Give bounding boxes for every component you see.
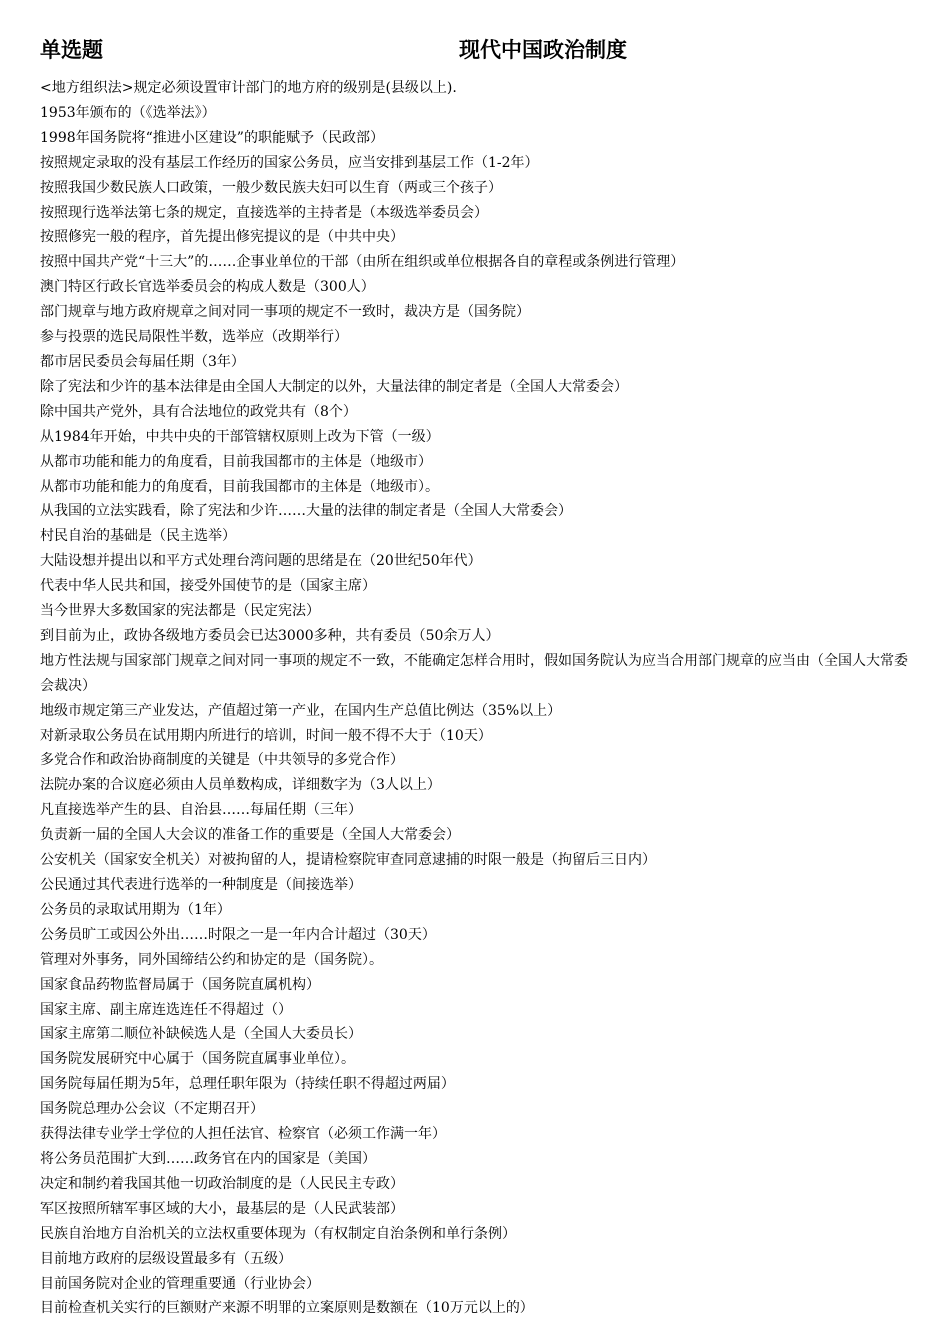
- page-header: [40, 34, 920, 70]
- list-item: 凡直接选举产生的县、自治县……每届任期（三年）: [40, 802, 362, 819]
- list-item: 澳门特区行政长官选举委员会的构成人数是（300人）: [40, 279, 375, 296]
- list-item: 部门规章与地方政府规章之间对同一事项的规定不一致时，裁决方是（国务院）: [40, 304, 530, 321]
- list-item: 按照修宪一般的程序，首先提出修宪提议的是（中共中央）: [40, 229, 404, 246]
- list-item: 将公务员范围扩大到……政务官在内的国家是（美国）: [40, 1150, 376, 1167]
- list-item: 对新录取公务员在试用期内所进行的培训，时间一般不得不大于（10天）: [40, 727, 492, 744]
- list-item: 多党合作和政治协商制度的关键是（中共领导的多党合作）: [40, 752, 404, 769]
- list-item: 公务员旷工或因公外出……时限之一是一年内合计超过（30天）: [40, 926, 436, 943]
- list-item: <地方组织法>规定必须设置审计部门的地方府的级别是(县级以上).: [40, 80, 457, 96]
- list-item: 按照现行选举法第七条的规定，直接选举的主持者是（本级选举委员会）: [40, 204, 488, 221]
- list-item: 国家食品药物监督局属于（国务院直属机构）: [40, 976, 320, 993]
- document-title: 现代中国政治制度: [459, 38, 627, 62]
- list-item: 按照中国共产党“十三大”的……企事业单位的干部（由所在组织或单位根据各自的章程或条例进行管理）: [40, 254, 685, 271]
- list-item: 从都市功能和能力的角度看，目前我国都市的主体是（地级市）: [40, 453, 432, 470]
- list-item: 国务院发展研究中心属于（国务院直属事业单位）。: [40, 1051, 355, 1068]
- list-item: 目前地方政府的层级设置最多有（五级）: [40, 1250, 292, 1267]
- list-item: 公安机关（国家安全机关）对被拘留的人，提请检察院审查同意逮捕的时限一般是（拘留后三日内）: [40, 852, 656, 869]
- list-item: 国家主席第二顺位补缺候选人是（全国人大委员长）: [40, 1026, 362, 1043]
- list-item: 除了宪法和少许的基本法律是由全国人大制定的以外，大量法律的制定者是（全国人大常委会）: [40, 378, 628, 395]
- list-item: 目前国务院对企业的管理重要通（行业协会）: [40, 1275, 320, 1292]
- list-item: 1953年颁布的（《选举法》）: [40, 104, 216, 121]
- list-item: 地方性法规与国家部门规章之间对同一事项的规定不一致，不能确定怎样合用时，假如国务院认为应当合用部门规章的应当由（全国人大常委会裁决）: [40, 652, 908, 694]
- list-item: 管理对外事务，同外国缔结公约和协定的是（国务院）。: [40, 951, 383, 968]
- list-item: 民族自治地方自治机关的立法权重要体现为（有权制定自治条例和单行条例）: [40, 1225, 516, 1242]
- question-list: [40, 76, 912, 1321]
- list-item: 获得法律专业学士学位的人担任法官、检察官（必须工作满一年）: [40, 1126, 446, 1143]
- list-item: 负责新一届的全国人大会议的准备工作的重要是（全国人大常委会）: [40, 827, 460, 844]
- list-item: 村民自治的基础是（民主选举）: [40, 528, 236, 545]
- list-item: 都市居民委员会每届任期（3年）: [40, 353, 245, 370]
- list-item: 参与投票的选民局限性半数，选举应（改期举行）: [40, 329, 348, 346]
- list-item: 当今世界大多数国家的宪法都是（民定宪法）: [40, 603, 320, 620]
- list-item: 到目前为止，政协各级地方委员会已达3000多种，共有委员（50余万人）: [40, 627, 500, 644]
- list-item: 国务院总理办公会议（不定期召开）: [40, 1101, 264, 1118]
- list-item: 国务院每届任期为5年，总理任职年限为（持续任职不得超过两届）: [40, 1076, 455, 1093]
- list-item: 决定和制约着我国其他一切政治制度的是（人民民主专政）: [40, 1175, 404, 1192]
- list-item: 1998年国务院将“推进小区建设”的职能赋予（民政部）: [40, 129, 384, 146]
- list-item: 从1984年开始，中共中央的干部管辖权原则上改为下管（一级）: [40, 428, 440, 445]
- list-item: 从我国的立法实践看，除了宪法和少许……大量的法律的制定者是（全国人大常委会）: [40, 503, 572, 520]
- list-item: 地级市规定第三产业发达，产值超过第一产业，在国内生产总值比例达（35%以上）: [40, 702, 562, 719]
- list-item: 从都市功能和能力的角度看，目前我国都市的主体是（地级市）。: [40, 478, 439, 495]
- list-item: 公民通过其代表进行选举的一种制度是（间接选举）: [40, 877, 362, 893]
- section-title: 单选题: [40, 38, 103, 62]
- list-item: 国家主席、副主席连选连任不得超过（）: [40, 1001, 292, 1018]
- list-item: 法院办案的合议庭必须由人员单数构成，详细数字为（3人以上）: [40, 777, 441, 794]
- list-item: 代表中华人民共和国，接受外国使节的是（国家主席）: [40, 578, 376, 595]
- list-item: 军区按照所辖军事区域的大小，最基层的是（人民武装部）: [40, 1200, 404, 1217]
- list-item: 目前检查机关实行的巨额财产来源不明罪的立案原则是数额在（10万元以上的）: [40, 1300, 534, 1317]
- list-item: 公务员的录取试用期为（1年）: [40, 901, 231, 918]
- list-item: 按照规定录取的没有基层工作经历的国家公务员，应当安排到基层工作（1-2年）: [40, 154, 539, 171]
- list-item: 除中国共产党外，具有合法地位的政党共有（8个）: [40, 403, 357, 420]
- list-item: 按照我国少数民族人口政策，一般少数民族夫妇可以生育（两或三个孩子）: [40, 179, 502, 196]
- list-item: 大陆设想并提出以和平方式处理台湾问题的思绪是在（20世纪50年代）: [40, 553, 482, 570]
